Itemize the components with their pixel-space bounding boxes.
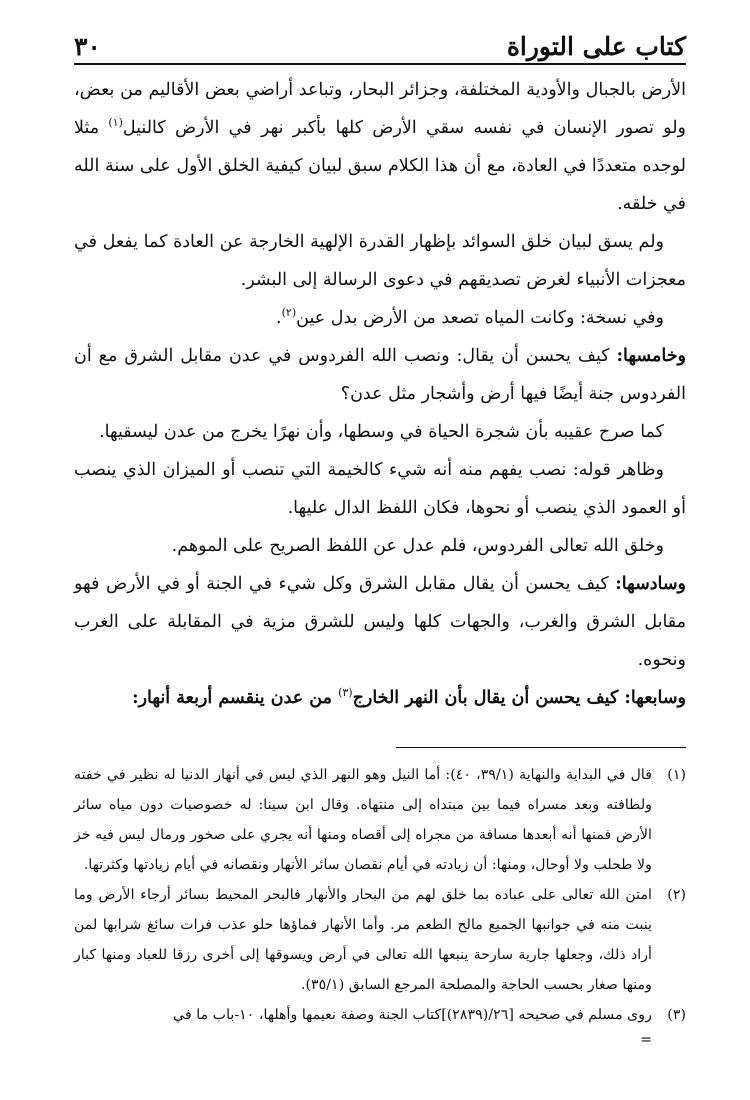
paragraph: [74, 71, 686, 223]
footnote-number: (٣): [667, 1007, 686, 1023]
footnote-text: امتن الله تعالى على عباده بما خلق لهم من البحار والأنهار فالبحر المحيط بسائر أرجاء الأرض وما ينبت منه في جوانبها الجميع مالح الطعم مر. وأما الأنهار فماؤها حلو عذب فرات سائغ شرابها لمن أراد ذلك، وجعلها جارية سارحة ينبعها الله تعالى في أرض ويسوقها إلى أخرى رزقا للعباد ومنها كبار ومنها صغار بحسب الحاجة والمصلحة المرجع السابق (٣٥/١).: [74, 887, 652, 993]
footnote-ref[interactable]: (٢): [281, 306, 297, 320]
paragraph-text: مثلا لوجده متعددًا في العادة، مع أن هذا الكلام سبق لبيان كيفية الخلق الأول على سنة الله في خلقه.: [74, 118, 686, 214]
paragraph: [74, 299, 686, 337]
paragraph: [74, 527, 686, 565]
paragraph-text: وفي نسخة: وكانت المياه تصعد من الأرض بدل عين: [296, 308, 664, 328]
footnotes: [74, 760, 686, 1050]
footnote-number: (٢): [667, 887, 686, 903]
paragraph-text: الأرض بالجبال والأودية المختلفة، وجزائر البحار، وتباعد أراضي بعض الأقاليم من بعض، ولو تصور الإنسان في نفسه سقي الأرض كلها بأكبر نهر في الأرض كالنيل: [74, 80, 686, 138]
book-title: كتاب على التوراة: [506, 32, 686, 61]
footnote-separator: [396, 747, 686, 748]
paragraph-text: .: [276, 308, 282, 328]
paragraph: [74, 679, 686, 717]
page-header: [74, 0, 686, 65]
footnote: [74, 760, 686, 880]
paragraph: [74, 337, 686, 413]
section-lead: وخامسها:: [616, 346, 686, 366]
footnote-ref[interactable]: (٣): [338, 686, 353, 700]
paragraph-text: كما صرح عقيبه بأن شجرة الحياة في وسطها، وأن نهرًا يخرج من عدن ليسقيها.: [99, 422, 664, 442]
paragraph: [74, 451, 686, 527]
paragraph: [74, 565, 686, 679]
footnote: [74, 880, 686, 1000]
paragraph-text: من عدن ينقسم أربعة أنهار:: [132, 688, 339, 708]
footnote-text: قال في البداية والنهاية (٣٩/١، ٤٠): أما النيل وهو النهر الذي ليس في أنهار الدنيا له نظير في خفته ولطافته وبعد مسراه فيما بين مبتداه إلى منتهاه. وقال ابن سينا: له خصوصيات دون مياه سائر الأرض فمنها أنه أبعدها مسافة من مجراه إلى أقصاه ومنها أنه يجري على صخور ورمال ليس فيه خز ولا طحلب ولا أوحال، ومنها: أن زيادته في أيام نقصان سائر الأنهار ونقصانه في أيام زيادتها وكثرتها.: [74, 767, 652, 873]
paragraph-text: وظاهر قوله: نصب يفهم منه أنه شيء كالخيمة التي تنصب أو الميزان الذي ينصب أو العمود الذي ينصب أو نحوها، فكان اللفظ الدال عليها.: [74, 460, 686, 518]
footnote-number: (١): [667, 767, 686, 783]
paragraph: [74, 413, 686, 451]
paragraph-text: كيف يحسن أن يقال مقابل الشرق وكل شيء في الجنة أو في الأرض فهو مقابل الشرق والغرب، والجهات كلها وليس للشرق مزية في المقابلة على الغرب ونحوه.: [74, 574, 686, 670]
footnote: [74, 1000, 686, 1030]
footnote-continuation-mark: =: [640, 1032, 652, 1048]
section-lead: وسادسها:: [615, 574, 686, 594]
paragraph-text: كيف يحسن أن يقال: ونصب الله الفردوس في عدن مقابل الشرق مع أن الفردوس جنة أيضًا فيها أرض وأشجار مثل عدن؟: [74, 346, 686, 404]
main-text: [74, 71, 686, 717]
section-lead: وسابعها:: [624, 688, 686, 708]
paragraph-text: وخلق الله تعالى الفردوس، فلم عدل عن اللفظ الصريح على الموهم.: [171, 536, 664, 556]
paragraph-text: كيف يحسن أن يقال بأن النهر الخارج: [352, 688, 625, 708]
page-number: ٣٠: [74, 32, 101, 61]
paragraph-text: ولم يسق لبيان خلق السوائد بإظهار القدرة الإلهية الخارجة عن العادة كما يفعل في معجزات الأنبياء لغرض تصديقهم في دعوى الرسالة إلى البشر.: [74, 232, 686, 290]
paragraph: [74, 223, 686, 299]
footnote-ref[interactable]: (١): [108, 116, 123, 130]
footnote-text: روى مسلم في صحيحه [٢٦/(٢٨٣٩)]كتاب الجنة وصفة نعيمها وأهلها، ١٠-باب ما في: [173, 1007, 652, 1023]
